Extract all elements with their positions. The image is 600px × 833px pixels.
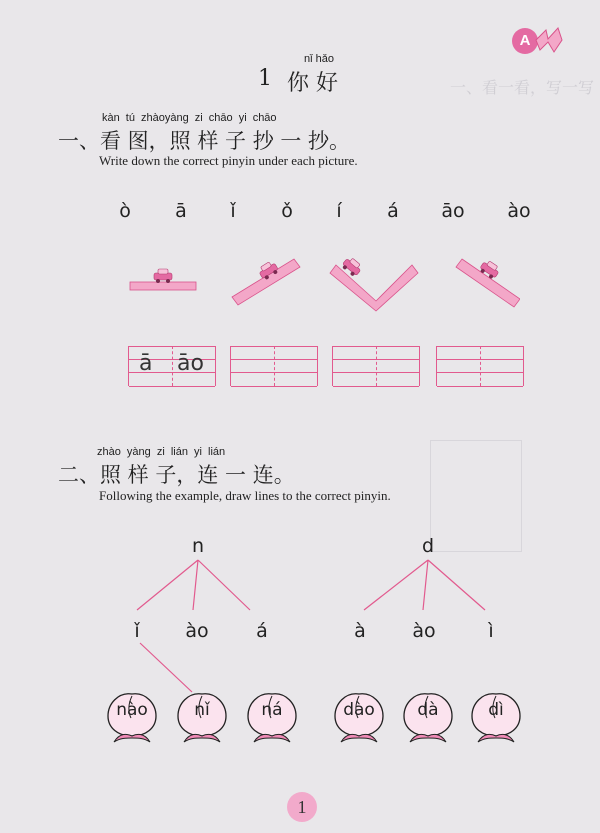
section1-heading-pinyin: kàn tú zhàoyàng zi chāo yi chāo [102, 112, 277, 124]
tone-option: á [387, 200, 399, 222]
final-option[interactable]: á [256, 620, 268, 642]
peach-word: ná [261, 700, 283, 720]
tone-option: ò [119, 200, 131, 222]
tone-option: ā [175, 200, 187, 222]
peach-word: nǐ [194, 700, 210, 720]
peach-card[interactable] [400, 688, 456, 746]
example-answer: ā [139, 351, 153, 376]
section2-heading-pinyin: zhào yàng zi lián yi lián [97, 446, 226, 458]
peach-card[interactable] [331, 688, 387, 746]
lesson-number: 1 [258, 66, 272, 91]
tone-option: ǒ [281, 200, 293, 222]
final-option[interactable]: ào [185, 620, 209, 642]
example-answer: āo [177, 351, 204, 376]
lesson-title-pinyin: nǐ hǎo [304, 53, 334, 65]
section1-instruction: Write down the correct pinyin under each picture. [99, 153, 358, 168]
tone-option: āo [441, 200, 465, 222]
peach-card[interactable] [468, 688, 524, 746]
peach-card[interactable] [244, 688, 300, 746]
final-option[interactable]: ào [412, 620, 436, 642]
final-option[interactable]: ǐ [134, 620, 140, 642]
peach-word: nào [116, 700, 148, 720]
initial-d: d [421, 535, 435, 557]
tone-option: í [336, 200, 342, 222]
section1-heading: 一、看 图，照 样 子 抄 一 抄。 [58, 129, 351, 153]
page-number: 1 [287, 792, 317, 822]
section2-heading: 二、照 样 子，连 一 连。 [58, 463, 295, 487]
peach-card[interactable] [174, 688, 230, 746]
final-option[interactable]: ì [488, 620, 494, 642]
section2-instruction: Following the example, draw lines to the correct pinyin. [99, 488, 391, 503]
peach-word: dà [417, 700, 439, 720]
final-option[interactable]: à [354, 620, 366, 642]
tone-option: ǐ [230, 200, 236, 222]
lesson-title: 你 好 [287, 71, 338, 96]
peach-card[interactable] [104, 688, 160, 746]
peach-word: dào [343, 700, 375, 720]
bleed-through: 一、看一看，写一写 [450, 78, 595, 97]
tone-option: ào [507, 200, 531, 222]
peach-word: dì [488, 700, 504, 720]
level-letter: A [512, 28, 538, 54]
initial-n: n [191, 535, 205, 557]
